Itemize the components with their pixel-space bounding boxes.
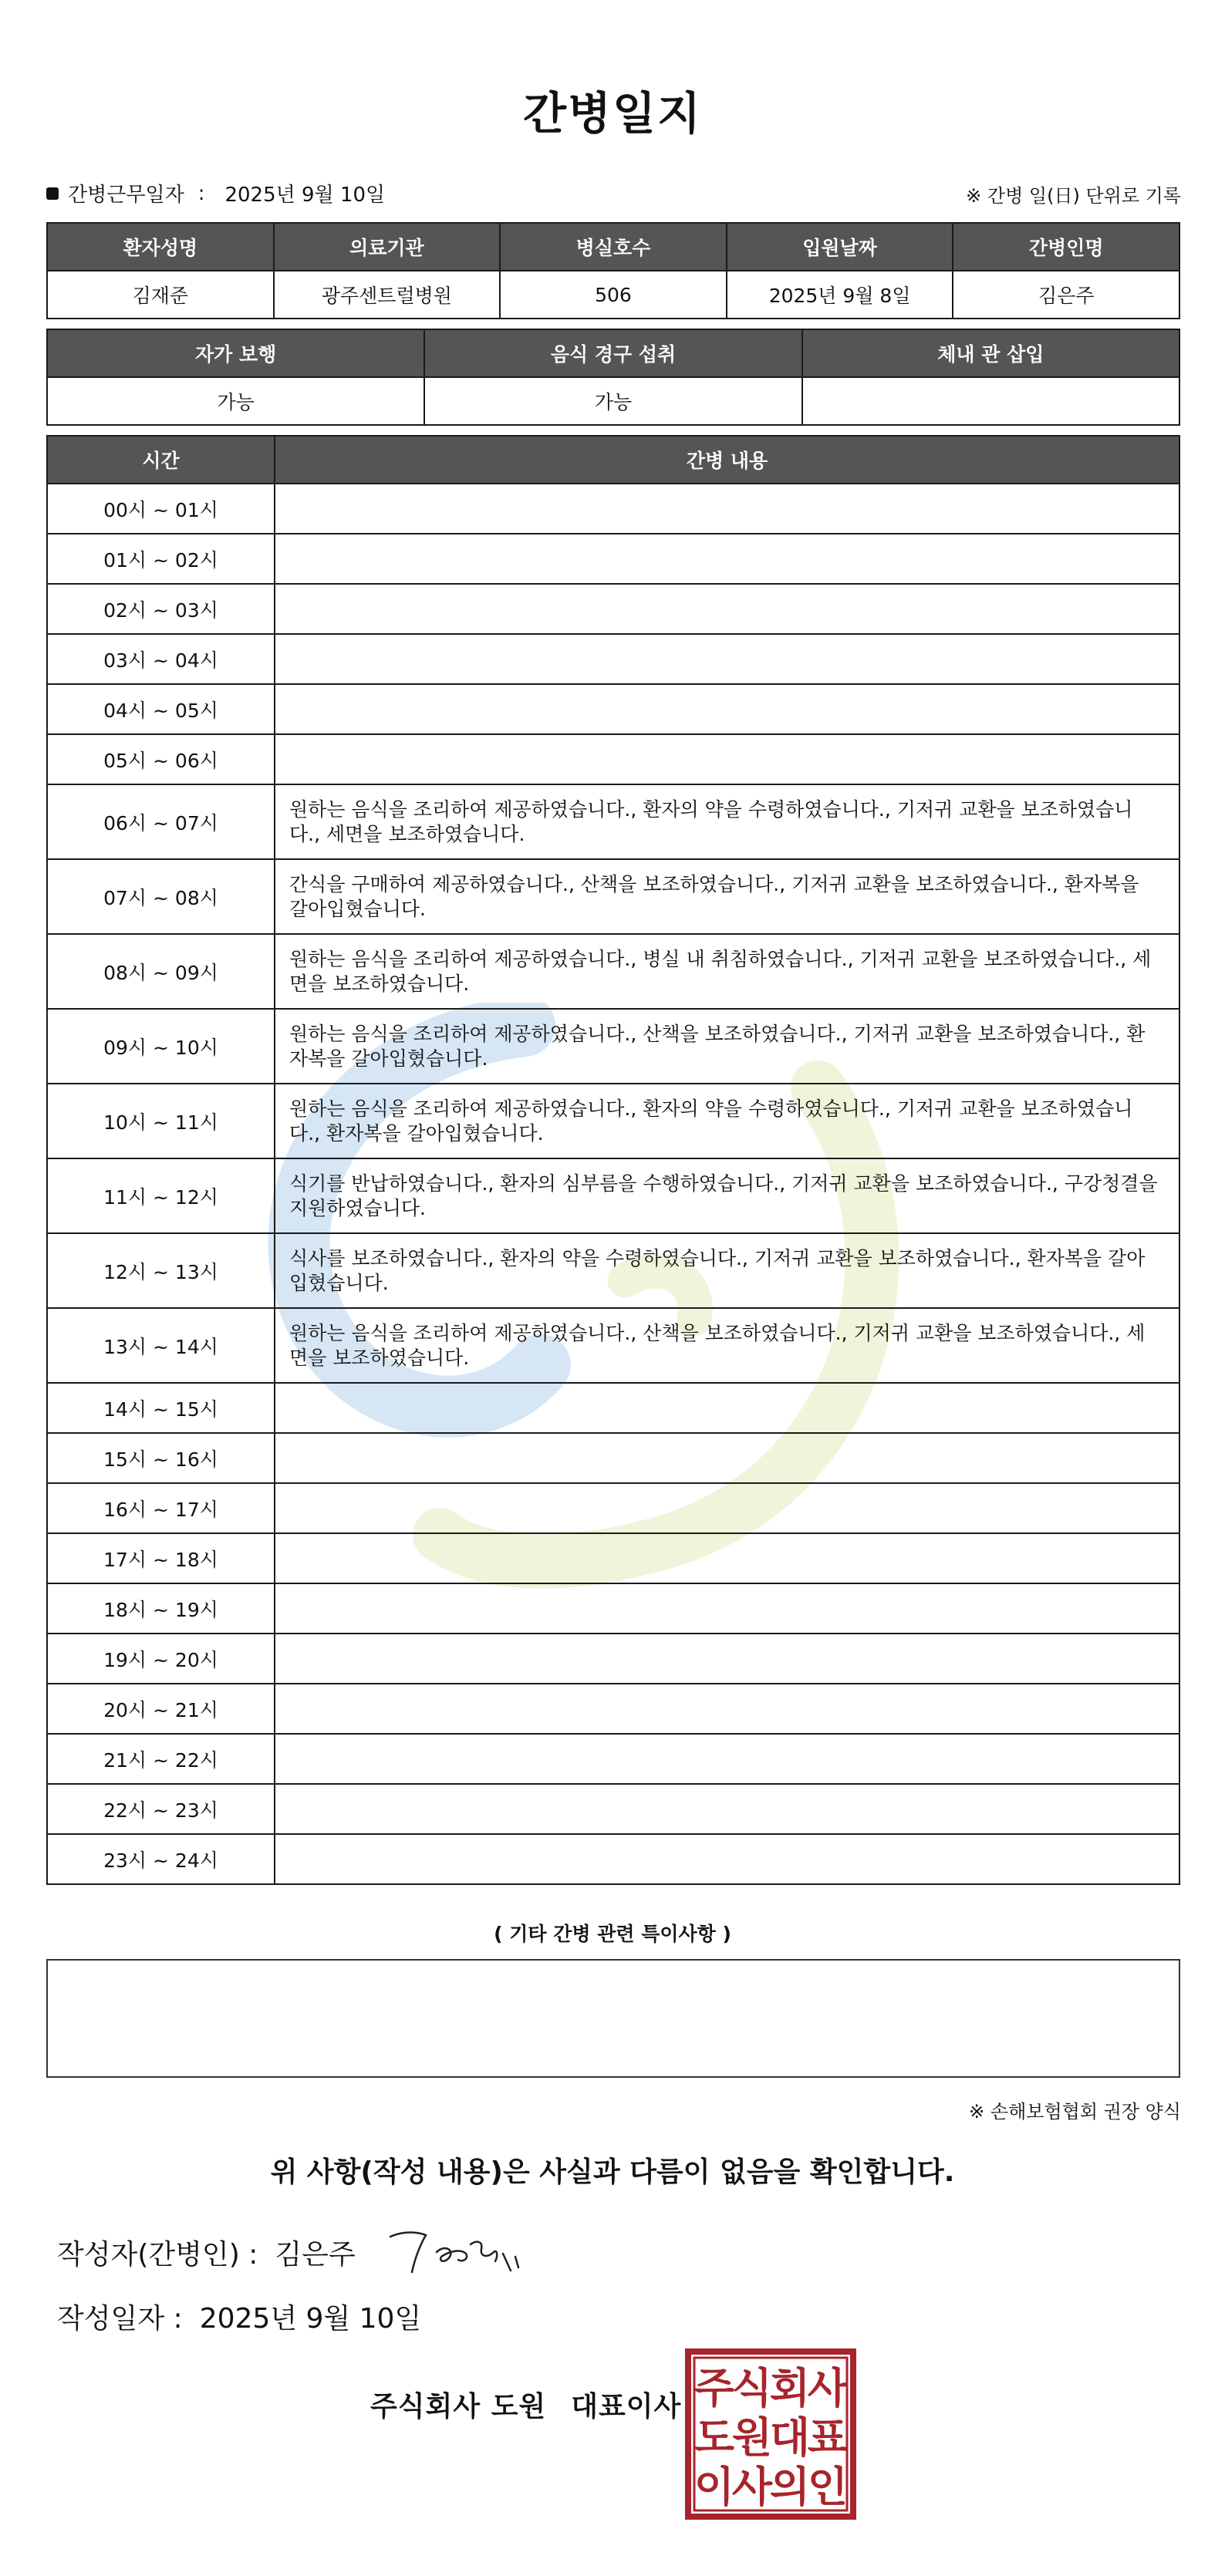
log-row: [47, 1009, 1179, 1084]
info-header: 입원날짜: [727, 223, 953, 271]
log-note: [275, 484, 1179, 534]
log-time: 14시 ~ 15시: [47, 1383, 275, 1433]
log-time: 13시 ~ 14시: [47, 1308, 275, 1383]
written-date-label: 작성일자 :: [57, 2303, 183, 2335]
log-note: [275, 1834, 1179, 1884]
log-note: 원하는 음식을 조리하여 제공하였습니다., 산책을 보조하였습니다., 기저귀 교환을 보조하였습니다., 세면을 보조하였습니다.: [275, 1308, 1179, 1383]
handwritten-signature: [381, 2223, 528, 2281]
log-time: 01시 ~ 02시: [47, 534, 275, 584]
seal-glyph: 회: [769, 2364, 811, 2412]
confirmation-statement: 위 사항(작성 내용)은 사실과 다름이 없음을 확인합니다.: [270, 2156, 955, 2188]
work-date-value: 2025년 9월 10일: [224, 184, 386, 207]
log-note: [275, 1433, 1179, 1483]
seal-glyph: 식: [731, 2364, 773, 2412]
log-note: [275, 684, 1179, 734]
care-log-table: [46, 435, 1180, 1885]
log-time: 10시 ~ 11시: [47, 1084, 275, 1158]
log-row: [47, 1784, 1179, 1834]
log-time: 03시 ~ 04시: [47, 634, 275, 684]
hospital-name: 광주센트럴병원: [274, 271, 501, 319]
condition-header: 자가 보행: [47, 329, 424, 377]
writer-label: 작성자(간병인) :: [57, 2239, 258, 2271]
log-row: [47, 684, 1179, 734]
log-time: 23시 ~ 24시: [47, 1834, 275, 1884]
log-time: 06시 ~ 07시: [47, 784, 275, 859]
log-time: 11시 ~ 12시: [47, 1158, 275, 1233]
bullet-icon: [46, 187, 59, 200]
log-time: 09시 ~ 10시: [47, 1009, 275, 1084]
work-date-colon: :: [197, 181, 205, 205]
log-row: [47, 534, 1179, 584]
log-time: 12시 ~ 13시: [47, 1233, 275, 1308]
page-title: 간병일지: [522, 87, 703, 140]
care-content-header: 간병 내용: [275, 436, 1179, 484]
info-header: 간병인명: [953, 223, 1179, 271]
log-time: 18시 ~ 19시: [47, 1583, 275, 1634]
log-note: 식기를 반납하였습니다., 환자의 심부름을 수행하였습니다., 기저귀 교환을 보조하였습니다., 구강청결을 지원하였습니다.: [275, 1158, 1179, 1233]
log-note: [275, 1684, 1179, 1734]
log-note: [275, 1634, 1179, 1684]
special-notes-box: [46, 1959, 1180, 2078]
log-time: 05시 ~ 06시: [47, 734, 275, 784]
log-row: [47, 1383, 1179, 1433]
seal-glyph: 주: [693, 2364, 735, 2412]
log-row: [47, 634, 1179, 684]
seal-glyph: 사: [807, 2364, 849, 2412]
log-row: [47, 584, 1179, 634]
walking-status: 가능: [47, 377, 424, 425]
log-row: [47, 1533, 1179, 1583]
writer-name: 김은주: [275, 2239, 356, 2271]
log-row: [47, 1233, 1179, 1308]
seal-glyph: 원: [731, 2413, 773, 2462]
log-time: 15시 ~ 16시: [47, 1433, 275, 1483]
seal-glyph: 도: [693, 2413, 735, 2462]
log-row: [47, 1684, 1179, 1734]
written-date: 2025년 9월 10일: [199, 2303, 422, 2335]
condition-table: [46, 329, 1180, 426]
info-header: 의료기관: [274, 223, 501, 271]
log-row: [47, 1084, 1179, 1158]
unit-note: ※ 간병 일(日) 단위로 기록: [966, 185, 1181, 207]
log-note: [275, 1483, 1179, 1533]
info-header: 환자성명: [47, 223, 274, 271]
log-note: 원하는 음식을 조리하여 제공하였습니다., 병실 내 취침하였습니다., 기저귀 교환을 보조하였습니다., 세면을 보조하였습니다.: [275, 934, 1179, 1009]
room-number: 506: [500, 271, 727, 319]
log-row: [47, 1583, 1179, 1634]
log-note: 간식을 구매하여 제공하였습니다., 산책을 보조하였습니다., 기저귀 교환을 보조하였습니다., 환자복을 갈아입혔습니다.: [275, 859, 1179, 934]
condition-header: 체내 관 삽입: [802, 329, 1179, 377]
log-time: 19시 ~ 20시: [47, 1634, 275, 1684]
log-row: [47, 484, 1179, 534]
log-row: [47, 1158, 1179, 1233]
special-notes-label: ( 기타 간병 관련 특이사항 ): [494, 1923, 731, 1945]
log-note: [275, 1734, 1179, 1784]
log-row: [47, 1834, 1179, 1884]
company-signoff: [370, 2385, 681, 2424]
log-row: [47, 1433, 1179, 1483]
association-note: ※ 손해보험협회 권장 양식: [969, 2101, 1181, 2123]
written-date-line: [57, 2297, 421, 2336]
seal-glyph: 표: [807, 2413, 849, 2462]
log-row: [47, 784, 1179, 859]
oral-intake-status: 가능: [424, 377, 801, 425]
log-time: 20시 ~ 21시: [47, 1684, 275, 1734]
log-note: [275, 734, 1179, 784]
log-note: [275, 1383, 1179, 1433]
log-row: [47, 1308, 1179, 1383]
log-row: [47, 734, 1179, 784]
log-note: 원하는 음식을 조리하여 제공하였습니다., 환자의 약을 수령하였습니다., 기저귀 교환을 보조하였습니다., 세면을 보조하였습니다.: [275, 784, 1179, 859]
log-note: 식사를 보조하였습니다., 환자의 약을 수령하였습니다., 기저귀 교환을 보조하였습니다., 환자복을 갈아입혔습니다.: [275, 1233, 1179, 1308]
log-row: [47, 859, 1179, 934]
writer-line: [57, 2233, 356, 2272]
company-role: 대표이사: [571, 2391, 682, 2423]
log-note: [275, 1784, 1179, 1834]
caregiver-name: 김은주: [953, 271, 1179, 319]
log-note: [275, 1583, 1179, 1634]
log-row: [47, 1634, 1179, 1684]
log-time: 16시 ~ 17시: [47, 1483, 275, 1533]
patient-info-table: [46, 222, 1180, 319]
log-time: 21시 ~ 22시: [47, 1734, 275, 1784]
tube-insertion-status: [802, 377, 1179, 425]
patient-name: 김재준: [47, 271, 274, 319]
log-row: [47, 934, 1179, 1009]
condition-header: 음식 경구 섭취: [424, 329, 801, 377]
log-time: 22시 ~ 23시: [47, 1784, 275, 1834]
seal-glyph: 의: [769, 2463, 811, 2511]
admission-date: 2025년 9월 8일: [727, 271, 953, 319]
company-seal: [685, 2348, 856, 2520]
work-date-label: 간병근무일자: [68, 184, 184, 207]
log-time: 02시 ~ 03시: [47, 584, 275, 634]
log-note: 원하는 음식을 조리하여 제공하였습니다., 산책을 보조하였습니다., 기저귀 교환을 보조하였습니다., 환자복을 갈아입혔습니다.: [275, 1009, 1179, 1084]
seal-glyph: 이: [693, 2463, 735, 2511]
log-note: [275, 584, 1179, 634]
log-note: [275, 1533, 1179, 1583]
log-time: 07시 ~ 08시: [47, 859, 275, 934]
log-time: 04시 ~ 05시: [47, 684, 275, 734]
log-time: 08시 ~ 09시: [47, 934, 275, 1009]
seal-glyph: 대: [769, 2413, 811, 2462]
log-time: 00시 ~ 01시: [47, 484, 275, 534]
time-header: 시간: [47, 436, 275, 484]
work-date: [46, 179, 385, 207]
log-row: [47, 1734, 1179, 1784]
log-note: 원하는 음식을 조리하여 제공하였습니다., 환자의 약을 수령하였습니다., 기저귀 교환을 보조하였습니다., 환자복을 갈아입혔습니다.: [275, 1084, 1179, 1158]
log-note: [275, 534, 1179, 584]
seal-glyph: 인: [807, 2463, 849, 2511]
seal-glyph: 사: [731, 2463, 773, 2511]
log-time: 17시 ~ 18시: [47, 1533, 275, 1583]
company-name: 주식회사 도원: [370, 2391, 547, 2423]
log-row: [47, 1483, 1179, 1533]
log-note: [275, 634, 1179, 684]
info-header: 병실호수: [500, 223, 727, 271]
